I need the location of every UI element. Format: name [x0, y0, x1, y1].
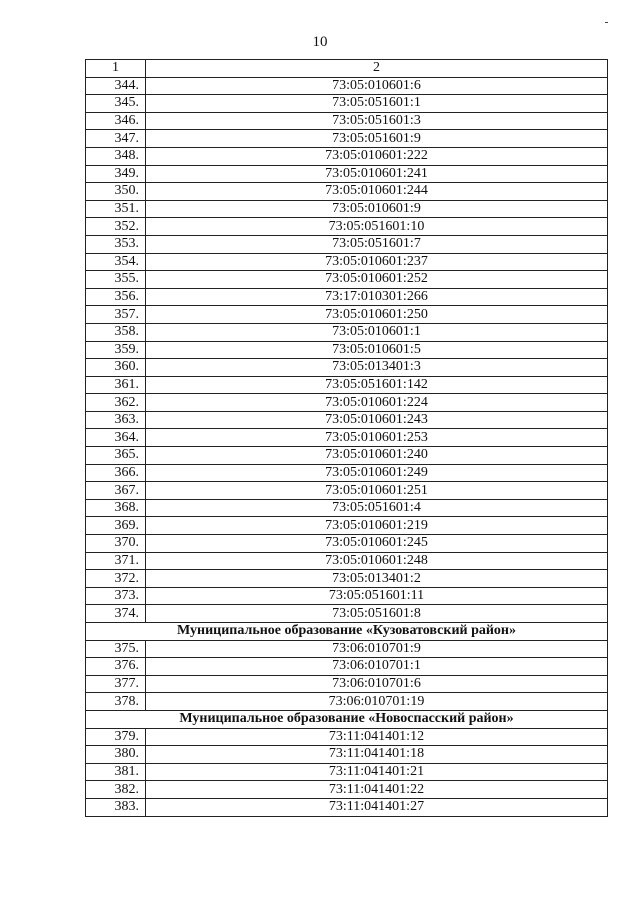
cadastral-number: 73:05:051601:4 — [146, 499, 608, 517]
row-number: 359. — [86, 341, 146, 359]
table-row — [86, 447, 608, 465]
cadastral-number: 73:05:051601:3 — [146, 112, 608, 130]
table-header-row — [86, 60, 608, 78]
cadastral-number: 73:05:010601:6 — [146, 77, 608, 95]
row-number: 370. — [86, 535, 146, 553]
table-row — [86, 499, 608, 517]
row-number: 383. — [86, 798, 146, 816]
table-row — [86, 253, 608, 271]
table-row — [86, 517, 608, 535]
table-row — [86, 570, 608, 588]
row-number: 375. — [86, 640, 146, 658]
cadastral-number: 73:05:010601:250 — [146, 306, 608, 324]
row-number: 352. — [86, 218, 146, 236]
section-title: Муниципальное образование «Кузоватовский район» — [86, 623, 608, 641]
row-number: 347. — [86, 130, 146, 148]
cadastral-number: 73:05:010601:252 — [146, 271, 608, 289]
table-row — [86, 376, 608, 394]
row-number: 379. — [86, 728, 146, 746]
cadastral-number: 73:06:010701:19 — [146, 693, 608, 711]
cadastral-number: 73:05:051601:10 — [146, 218, 608, 236]
cadastral-number: 73:05:051601:11 — [146, 587, 608, 605]
cadastral-number: 73:05:010601:240 — [146, 447, 608, 465]
row-number: 357. — [86, 306, 146, 324]
cadastral-number: 73:05:010601:222 — [146, 147, 608, 165]
table-row — [86, 605, 608, 623]
cadastral-number: 73:05:051601:8 — [146, 605, 608, 623]
cadastral-number: 73:11:041401:27 — [146, 798, 608, 816]
table-row — [86, 798, 608, 816]
table-row — [86, 165, 608, 183]
section-row — [86, 710, 608, 728]
table-row — [86, 394, 608, 412]
cadastral-table — [85, 59, 608, 817]
table-row — [86, 147, 608, 165]
row-number: 353. — [86, 235, 146, 253]
section-title: Муниципальное образование «Новоспасский район» — [86, 710, 608, 728]
row-number: 366. — [86, 464, 146, 482]
cadastral-number: 73:05:010601:245 — [146, 535, 608, 553]
column-header-number: 1 — [86, 60, 146, 78]
row-number: 345. — [86, 95, 146, 113]
table-row — [86, 183, 608, 201]
row-number: 371. — [86, 552, 146, 570]
table-row — [86, 200, 608, 218]
cadastral-number: 73:05:010601:241 — [146, 165, 608, 183]
row-number: 368. — [86, 499, 146, 517]
row-number: 380. — [86, 746, 146, 764]
table-body — [86, 77, 608, 816]
cadastral-number: 73:06:010701:6 — [146, 675, 608, 693]
row-number: 355. — [86, 271, 146, 289]
cadastral-number: 73:05:051601:142 — [146, 376, 608, 394]
table-row — [86, 675, 608, 693]
table-row — [86, 535, 608, 553]
row-number: 360. — [86, 359, 146, 377]
cadastral-number: 73:05:010601:253 — [146, 429, 608, 447]
table-row — [86, 341, 608, 359]
row-number: 377. — [86, 675, 146, 693]
table-row — [86, 130, 608, 148]
section-row — [86, 623, 608, 641]
row-number: 367. — [86, 482, 146, 500]
cadastral-number: 73:06:010701:9 — [146, 640, 608, 658]
table-row — [86, 306, 608, 324]
row-number: 346. — [86, 112, 146, 130]
row-number: 363. — [86, 411, 146, 429]
table-row — [86, 218, 608, 236]
table-row — [86, 746, 608, 764]
row-number: 374. — [86, 605, 146, 623]
scan-speck — [605, 22, 608, 23]
table-row — [86, 271, 608, 289]
cadastral-number: 73:05:010601:9 — [146, 200, 608, 218]
cadastral-number: 73:11:041401:21 — [146, 763, 608, 781]
row-number: 364. — [86, 429, 146, 447]
cadastral-number: 73:11:041401:12 — [146, 728, 608, 746]
column-header-cadastral-number: 2 — [146, 60, 608, 78]
table-row — [86, 693, 608, 711]
table-row — [86, 235, 608, 253]
row-number: 369. — [86, 517, 146, 535]
row-number: 350. — [86, 183, 146, 201]
cadastral-number: 73:06:010701:1 — [146, 658, 608, 676]
cadastral-number: 73:05:010601:251 — [146, 482, 608, 500]
table-row — [86, 359, 608, 377]
table-row — [86, 781, 608, 799]
row-number: 358. — [86, 323, 146, 341]
row-number: 382. — [86, 781, 146, 799]
table-row — [86, 552, 608, 570]
cadastral-number: 73:05:013401:3 — [146, 359, 608, 377]
row-number: 344. — [86, 77, 146, 95]
cadastral-number: 73:05:010601:1 — [146, 323, 608, 341]
page-number: 10 — [312, 34, 328, 50]
table-row — [86, 658, 608, 676]
table-row — [86, 429, 608, 447]
cadastral-number: 73:11:041401:22 — [146, 781, 608, 799]
cadastral-number: 73:11:041401:18 — [146, 746, 608, 764]
cadastral-number: 73:05:051601:9 — [146, 130, 608, 148]
row-number: 361. — [86, 376, 146, 394]
row-number: 362. — [86, 394, 146, 412]
cadastral-number: 73:17:010301:266 — [146, 288, 608, 306]
table-row — [86, 464, 608, 482]
cadastral-number: 73:05:010601:243 — [146, 411, 608, 429]
row-number: 365. — [86, 447, 146, 465]
cadastral-number: 73:05:051601:7 — [146, 235, 608, 253]
cadastral-number: 73:05:010601:224 — [146, 394, 608, 412]
row-number: 372. — [86, 570, 146, 588]
row-number: 376. — [86, 658, 146, 676]
cadastral-number: 73:05:010601:249 — [146, 464, 608, 482]
row-number: 356. — [86, 288, 146, 306]
table-row — [86, 482, 608, 500]
row-number: 349. — [86, 165, 146, 183]
table-row — [86, 288, 608, 306]
row-number: 354. — [86, 253, 146, 271]
row-number: 348. — [86, 147, 146, 165]
cadastral-number: 73:05:010601:248 — [146, 552, 608, 570]
cadastral-number: 73:05:010601:237 — [146, 253, 608, 271]
table-row — [86, 95, 608, 113]
table-row — [86, 587, 608, 605]
row-number: 351. — [86, 200, 146, 218]
cadastral-number: 73:05:013401:2 — [146, 570, 608, 588]
cadastral-number: 73:05:010601:5 — [146, 341, 608, 359]
table-row — [86, 112, 608, 130]
cadastral-number: 73:05:010601:219 — [146, 517, 608, 535]
table-row — [86, 411, 608, 429]
table-row — [86, 640, 608, 658]
table-row — [86, 728, 608, 746]
table-row — [86, 77, 608, 95]
row-number: 373. — [86, 587, 146, 605]
table-row — [86, 323, 608, 341]
cadastral-number: 73:05:010601:244 — [146, 183, 608, 201]
table-row — [86, 763, 608, 781]
row-number: 381. — [86, 763, 146, 781]
row-number: 378. — [86, 693, 146, 711]
cadastral-number: 73:05:051601:1 — [146, 95, 608, 113]
